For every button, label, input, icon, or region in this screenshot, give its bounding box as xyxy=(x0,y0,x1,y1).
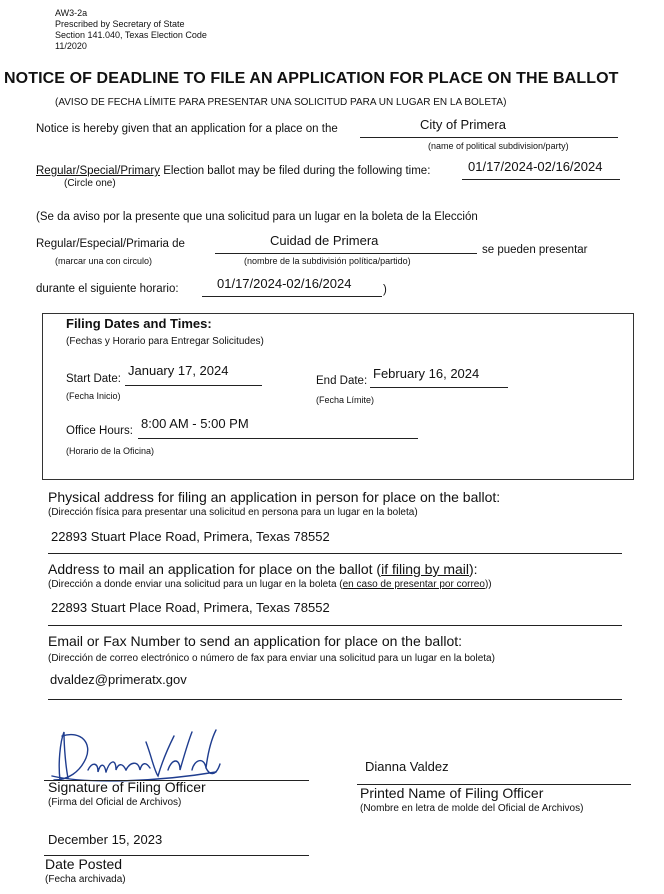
circle-one: (Circle one) xyxy=(64,178,116,189)
prescribed-by: Prescribed by Secretary of State xyxy=(55,19,185,29)
code-section: Section 141.040, Texas Election Code xyxy=(55,30,207,40)
spanish-notice: (Se da aviso por la presente que una solicitud para un lugar en la boleta de la Elección xyxy=(36,211,478,223)
spanish-subdivision-caption: (nombre de la subdivisión política/partido) xyxy=(244,256,411,266)
office-hours-es: (Horario de la Oficina) xyxy=(66,446,155,456)
office-hours-label: Office Hours: xyxy=(66,425,133,437)
email-value: dvaldez@primeratx.gov xyxy=(50,672,187,687)
physical-address-value: 22893 Stuart Place Road, Primera, Texas 78552 xyxy=(51,529,330,544)
subdivision-value: City of Primera xyxy=(420,117,506,132)
signature-image xyxy=(46,728,226,786)
ballot-text: Election ballot may be filed during the following time: xyxy=(160,165,431,177)
office-hours-value: 8:00 AM - 5:00 PM xyxy=(141,416,249,431)
spanish-ballot-type: Regular/Especial/Primaria de xyxy=(36,238,185,250)
filing-heading: Filing Dates and Times: xyxy=(66,316,212,331)
mail-address-value: 22893 Stuart Place Road, Primera, Texas 78552 xyxy=(51,600,330,615)
date-posted-label: Date Posted xyxy=(45,856,123,872)
signature-label: Signature of Filing Officer xyxy=(48,779,206,795)
end-date-label: End Date: xyxy=(316,375,368,387)
form-date: 11/2020 xyxy=(55,41,87,51)
mail-address-label: Address to mail an application for place on the ballot (if filing by mail): xyxy=(48,561,478,577)
se-pueden: se pueden presentar xyxy=(482,244,588,256)
close-paren: ) xyxy=(383,284,387,296)
ballot-line xyxy=(36,165,430,177)
spanish-subdivision-value: Cuidad de Primera xyxy=(270,233,379,248)
end-date-value: February 16, 2024 xyxy=(373,366,480,381)
printed-name-label-es: (Nombre en letra de molde del Oficial de Archivos) xyxy=(360,803,584,814)
start-date-es: (Fecha Inicio) xyxy=(66,391,121,401)
signature-label-es: (Firma del Oficial de Archivos) xyxy=(48,797,182,808)
notice-text: Notice is hereby given that an application for a place on the xyxy=(36,123,338,135)
spanish-time-value: 01/17/2024-02/16/2024 xyxy=(217,276,352,291)
email-label: Email or Fax Number to send an application for place on the ballot: xyxy=(48,633,463,649)
durante-label: durante el siguiente horario: xyxy=(36,283,179,295)
ballot-type: Regular/Special/Primary xyxy=(36,165,160,177)
end-date-es: (Fecha Límite) xyxy=(316,395,375,405)
subdivision-caption: (name of political subdivision/party) xyxy=(428,141,569,151)
printed-name-label: Printed Name of Filing Officer xyxy=(360,785,544,801)
page-subtitle: (AVISO DE FECHA LÍMITE PARA PRESENTAR UNA SOLICITUD PARA UN LUGAR EN LA BOLETA) xyxy=(55,97,507,108)
physical-address-label-es: (Dirección física para presentar una solicitud en persona para un lugar en la boleta) xyxy=(48,507,418,518)
physical-address-label: Physical address for filing an application in person for place on the ballot: xyxy=(48,489,501,505)
date-posted-label-es: (Fecha archivada) xyxy=(45,874,126,885)
form-id: AW3-2a xyxy=(55,8,88,18)
printed-name-value: Dianna Valdez xyxy=(365,759,449,774)
filing-time-value: 01/17/2024-02/16/2024 xyxy=(468,159,603,174)
date-posted-value: December 15, 2023 xyxy=(48,832,163,847)
mail-address-label-es: (Dirección a donde enviar una solicitud para un lugar en la boleta (en caso de presentar por correo)) xyxy=(48,579,492,590)
email-label-es: (Dirección de correo electrónico o número de fax para enviar una solicitud para un lugar en la boleta) xyxy=(48,653,495,664)
marcar-caption: (marcar una con circulo) xyxy=(55,256,153,266)
start-date-label: Start Date: xyxy=(66,373,121,385)
filing-heading-es: (Fechas y Horario para Entregar Solicitudes) xyxy=(66,336,264,347)
start-date-value: January 17, 2024 xyxy=(128,363,229,378)
page-title: NOTICE OF DEADLINE TO FILE AN APPLICATION FOR PLACE ON THE BALLOT xyxy=(4,70,619,87)
